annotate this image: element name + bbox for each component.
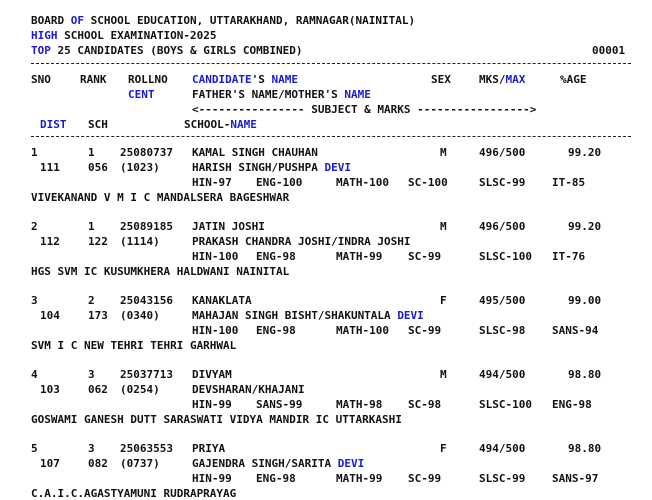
candidate-sch: 122 — [88, 235, 108, 248]
subject-2: SANS-99 — [256, 398, 303, 411]
subject-6: IT-85 — [552, 176, 586, 189]
subject-4: SC-99 — [408, 324, 442, 337]
subject-3: MATH-100 — [336, 176, 389, 189]
candidate-sch: 173 — [88, 309, 108, 322]
subject-3: MATH-100 — [336, 324, 389, 337]
candidate-name: KAMAL SINGH CHAUHAN — [192, 146, 318, 159]
page-number: 00001 — [592, 44, 626, 57]
subject-2: ENG-98 — [256, 472, 296, 485]
candidate-cent: (0737) — [120, 457, 160, 470]
col-cent: CENT — [128, 88, 155, 101]
col-parents-name: FATHER'S NAME/MOTHER'S NAME — [192, 88, 371, 101]
candidate-sex: M — [440, 368, 447, 381]
col-dist: DIST — [40, 118, 67, 131]
col-marks: MKS/MAX — [479, 73, 526, 86]
candidate-sch: 056 — [88, 161, 108, 174]
col-rollno: ROLLNO — [128, 73, 168, 86]
subject-6: SANS-97 — [552, 472, 599, 485]
col-sex: SEX — [431, 73, 451, 86]
candidate-marks: 495/500 — [479, 294, 526, 307]
candidate-parents: PRAKASH CHANDRA JOSHI/INDRA JOSHI — [192, 235, 411, 248]
exam-title: HIGH SCHOOL EXAMINATION-2025 — [31, 29, 217, 42]
candidate-percentage: 99.20 — [568, 220, 602, 233]
candidate-school: HGS SVM IC KUSUMKHERA HALDWANI NAINITAL — [31, 265, 290, 278]
candidate-sno: 3 — [31, 294, 38, 307]
candidate-sex: M — [440, 220, 447, 233]
candidate-dist: 111 — [40, 161, 60, 174]
subject-1: HIN-97 — [192, 176, 232, 189]
candidate-parents: MAHAJAN SINGH BISHT/SHAKUNTALA DEVI — [192, 309, 424, 322]
subject-2: ENG-100 — [256, 176, 303, 189]
candidate-name: PRIYA — [192, 442, 226, 455]
candidate-percentage: 98.80 — [568, 442, 602, 455]
subject-5: SLSC-99 — [479, 472, 526, 485]
candidate-dist: 104 — [40, 309, 60, 322]
candidate-rank: 2 — [88, 294, 95, 307]
candidate-cent: (1114) — [120, 235, 160, 248]
candidate-rollno: 25089185 — [120, 220, 173, 233]
header-separator — [31, 63, 631, 64]
candidate-sno: 2 — [31, 220, 38, 233]
subject-3: MATH-99 — [336, 250, 383, 263]
candidate-dist: 107 — [40, 457, 60, 470]
candidate-percentage: 98.80 — [568, 368, 602, 381]
subject-4: SC-99 — [408, 250, 442, 263]
candidate-rollno: 25037713 — [120, 368, 173, 381]
subject-5: SLSC-100 — [479, 250, 532, 263]
candidate-name: JATIN JOSHI — [192, 220, 265, 233]
subject-2: ENG-98 — [256, 250, 296, 263]
subject-5: SLSC-99 — [479, 176, 526, 189]
candidate-name: KANAKLATA — [192, 294, 252, 307]
candidate-parents: DEVSHARAN/KHAJANI — [192, 383, 305, 396]
candidate-school: C.A.I.C.AGASTYAMUNI RUDRAPRAYAG — [31, 487, 237, 500]
col-school-name: SCHOOL-NAME — [184, 118, 257, 131]
col-sno: SNO — [31, 73, 51, 86]
candidate-rollno: 25043156 — [120, 294, 173, 307]
candidate-rank: 3 — [88, 368, 95, 381]
candidate-school: GOSWAMI GANESH DUTT SARASWATI VIDYA MANDIR IC UTTARKASHI — [31, 413, 402, 426]
list-title: TOP 25 CANDIDATES (BOYS & GIRLS COMBINED) — [31, 44, 303, 57]
subject-1: HIN-100 — [192, 250, 239, 263]
candidate-name: DIVYAM — [192, 368, 232, 381]
candidate-parents: GAJENDRA SINGH/SARITA DEVI — [192, 457, 365, 470]
subject-6: ENG-98 — [552, 398, 592, 411]
candidate-percentage: 99.00 — [568, 294, 602, 307]
subject-6: SANS-94 — [552, 324, 599, 337]
candidate-sex: F — [440, 442, 447, 455]
candidate-percentage: 99.20 — [568, 146, 602, 159]
col-subject-marks: <---------------- SUBJECT & MARKS -----------------> — [192, 103, 537, 116]
candidate-sno: 4 — [31, 368, 38, 381]
candidate-cent: (0340) — [120, 309, 160, 322]
candidate-marks: 496/500 — [479, 220, 526, 233]
subject-5: SLSC-98 — [479, 324, 526, 337]
candidate-marks: 496/500 — [479, 146, 526, 159]
candidate-dist: 112 — [40, 235, 60, 248]
candidate-rank: 3 — [88, 442, 95, 455]
col-sch: SCH — [88, 118, 108, 131]
board-title: BOARD OF SCHOOL EDUCATION, UTTARAKHAND, RAMNAGAR(NAINITAL) — [31, 14, 416, 27]
candidate-rank: 1 — [88, 146, 95, 159]
candidate-parents: HARISH SINGH/PUSHPA DEVI — [192, 161, 351, 174]
candidate-sex: M — [440, 146, 447, 159]
candidate-cent: (1023) — [120, 161, 160, 174]
subject-6: IT-76 — [552, 250, 586, 263]
subject-4: SC-99 — [408, 472, 442, 485]
subject-1: HIN-100 — [192, 324, 239, 337]
subject-1: HIN-99 — [192, 398, 232, 411]
subject-4: SC-100 — [408, 176, 448, 189]
candidate-sno: 1 — [31, 146, 38, 159]
candidate-cent: (0254) — [120, 383, 160, 396]
candidate-school: SVM I C NEW TEHRI TEHRI GARHWAL — [31, 339, 237, 352]
col-candidate-name: CANDIDATE'S NAME — [192, 73, 298, 86]
candidate-rank: 1 — [88, 220, 95, 233]
candidate-rollno: 25080737 — [120, 146, 173, 159]
col-rank: RANK — [80, 73, 107, 86]
col-percentage: %AGE — [560, 73, 587, 86]
candidate-school: VIVEKANAND V M I C MANDALSERA BAGESHWAR — [31, 191, 290, 204]
subject-4: SC-98 — [408, 398, 442, 411]
candidate-dist: 103 — [40, 383, 60, 396]
candidate-sch: 082 — [88, 457, 108, 470]
candidate-sch: 062 — [88, 383, 108, 396]
subject-1: HIN-99 — [192, 472, 232, 485]
columns-separator — [31, 136, 631, 137]
subject-3: MATH-99 — [336, 472, 383, 485]
candidate-marks: 494/500 — [479, 368, 526, 381]
subject-2: ENG-98 — [256, 324, 296, 337]
candidate-sno: 5 — [31, 442, 38, 455]
subject-5: SLSC-100 — [479, 398, 532, 411]
candidate-sex: F — [440, 294, 447, 307]
candidate-rollno: 25063553 — [120, 442, 173, 455]
subject-3: MATH-98 — [336, 398, 383, 411]
candidate-marks: 494/500 — [479, 442, 526, 455]
